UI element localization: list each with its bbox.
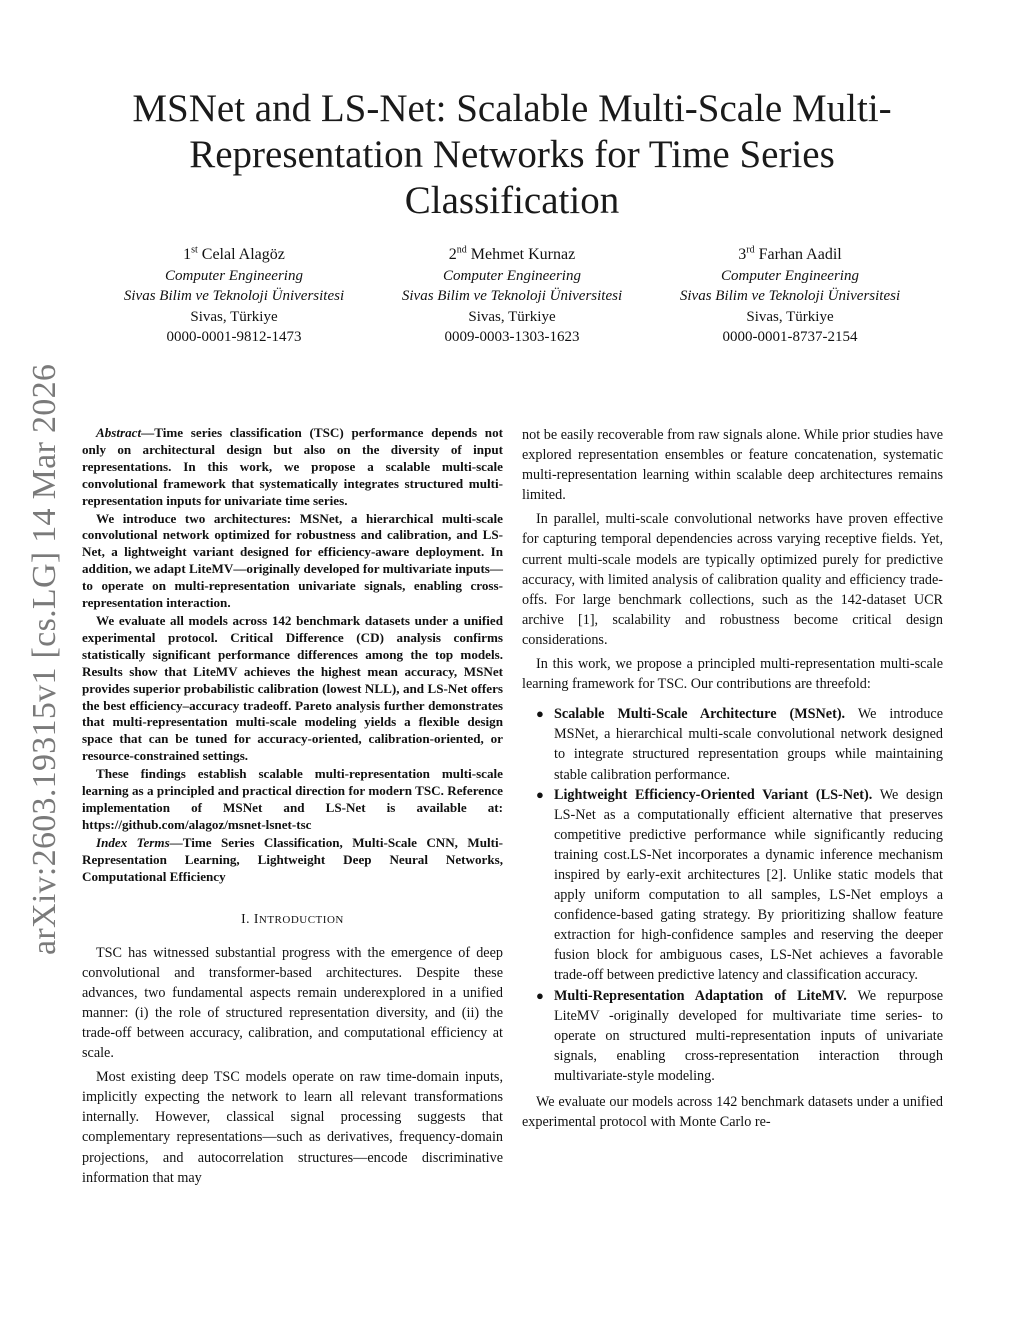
author-city: Sivas, Türkiye [190,308,278,325]
author-city: Sivas, Türkiye [746,308,834,325]
author-block [0,245,1024,355]
author-dept: Computer Engineering [721,267,859,284]
index-terms-text: —Time Series Classification, Multi-Scale CNN, Multi-Representation Learning, Lightweight Deep Neural Networks, Computational Efficiency [82,834,503,884]
author-dept: Computer Engineering [165,267,303,284]
abstract-p4: These findings establish scalable multi-representation multi-scale learning as a principled and practical direction for modern TSC. Reference implementation of MSNet and LS-Net is available at: https://github.com/alagoz/msnet-lsnet-tsc [82,766,503,832]
contribution-text: We design LS-Net as a computationally efficient alternative that preserves competitive predictive performance while significantly reducing training cost.LS-Net incorporates a dynamic inference mechanism inspired by early-exit architectures [2]. Unlike static models that apply uniform computation to all samples, LS-Net employs a confidence-based gating strategy. By prioritizing shallow feature extraction for high-confidence samples and reserving the deeper fusion block for ambiguous cases, LS-Net achieves a favorable trade-off between predictive latency and classification accuracy. [554,786,943,984]
author-2 [372,245,652,348]
author-ordinal: 3 [738,246,747,263]
bullet-icon: ● [536,786,544,802]
contribution-item [536,704,944,784]
author-1 [94,245,374,348]
author-dept: Computer Engineering [443,267,581,284]
author-city: Sivas, Türkiye [468,308,556,325]
contribution-text: We repurpose LiteMV -originally developed for multivariate time series- to operate on structured multi-representation inputs of univariate signals, enabling cross-representation interaction through multivariate-style modeling. [554,987,943,1084]
abstract-p2: We introduce two architectures: MSNet, a hierarchical multi-scale convolutional network optimized for robustness and calibration, and LS-Net, a lightweight variant designed for efficiency-aware deployment. In addition, we adapt LiteMV—originally developed for multivariate inputs—to operate on multi-representation univariate signals, enabling cross-representation interaction. [82,510,503,611]
contribution-title: Scalable Multi-Scale Architecture (MSNet). [554,706,846,723]
author-ordinal-suffix: st [191,244,198,256]
right-column [522,425,943,1132]
author-univ: Sivas Bilim ve Teknoloji Üniversitesi [123,288,345,304]
section-heading [82,909,503,930]
author-orcid: 0009-0003-1303-1623 [444,329,580,345]
bullet-icon: ● [536,987,544,1003]
intro-p2: Most existing deep TSC models operate on raw time-domain inputs, implicitly expecting the network to learn all relevant transformations internally. However, classical signal processing suggests that complementary representations—such as derivatives, frequency-domain projections, and autocorrelation structures—encode discriminative information that may [82,1069,503,1186]
abstract-p1: —Time series classification (TSC) performance depends not only on architectural design but also on the diversity of input representations. In this work, we propose a scalable multi-scale convolutional framework that systematically integrates structured multi-representation inputs for univariate time series. [82,425,503,508]
index-terms-label: Index Terms [96,834,170,850]
author-orcid: 0000-0001-9812-1473 [166,329,302,345]
contribution-item [536,785,943,986]
paper-title: MSNet and LS-Net: Scalable Multi-Scale Multi-Representation Networks for Time Series Classification [132,87,892,222]
author-ordinal: 1 [183,246,192,263]
author-name: Mehmet Kurnaz [470,246,576,263]
section-number: I. [241,911,251,927]
contribution-list [522,704,943,1086]
author-univ: Sivas Bilim ve Teknoloji Üniversitesi [679,288,901,304]
section-name-rest: NTRODUCTION [258,914,344,927]
contribution-item [536,986,943,1086]
intro-p3: In parallel, multi-scale convolutional networks have proven effective for capturing temporal dependencies across varying receptive fields. Yet, current multi-scale models are typically optimized purely for predictive accuracy, with limited analysis of calibration quality and efficiency trade-offs. For large benchmark collections, such as the 142-dataset UCR archive [1], scalability and robustness become critical design considerations. [522,511,943,648]
intro-p1: TSC has witnessed substantial progress with the emergence of deep convolutional and transformer-based architectures. Despite these advances, two fundamental aspects remain underexplored in a unified manner: (i) the role of structured representation diversity, and (ii) the trade-off between accuracy, calibration, and computational efficiency at scale. [82,944,503,1062]
abstract-label: Abstract [96,425,142,440]
author-ordinal-suffix: rd [746,244,755,256]
contribution-title: Multi-Representation Adaptation of LiteMV. [554,987,847,1004]
intro-p2-cont: not be easily recoverable from raw signals alone. While prior studies have explored representation ensembles or feature concatenation, systematic multi-representation learning within scalable deep architectures remains limited. [522,427,943,504]
intro-p5: We evaluate our models across 142 benchmark datasets under a unified experimental protocol with Monte Carlo re- [522,1094,943,1131]
contribution-title: Lightweight Efficiency-Oriented Variant (LS-Net). [554,786,873,803]
author-univ: Sivas Bilim ve Teknoloji Üniversitesi [401,288,623,304]
bullet-icon: ● [536,706,544,722]
author-ordinal-suffix: nd [456,244,467,256]
abstract [82,425,503,885]
arxiv-watermark: arXiv:2603.19315v1 [cs.LG] 14 Mar 2026 [26,363,63,955]
author-name: Celal Alagöz [201,246,285,263]
left-column [82,425,503,1188]
author-orcid: 0000-0001-8737-2154 [722,329,858,345]
abstract-p3: We evaluate all models across 142 benchmark datasets under a unified experimental protocol. Critical Difference (CD) analysis confirms statistically significant performance differences among the top models. Results show that LiteMV achieves the highest mean accuracy, MSNet provides superior probabilistic calibration (lowest NLL), and LS-Net offers the best efficiency–accuracy tradeoff. Pareto analysis further demonstrates that multi-representation multi-scale modeling yields a flexible design space that can be tuned for accuracy-oriented, calibration-oriented, or resource-constrained settings. [82,612,503,764]
intro-p4: In this work, we propose a principled multi-representation multi-scale learning framework for TSC. Our contributions are threefold: [522,656,943,693]
author-3 [650,245,930,348]
contribution-text: We introduce MSNet, a hierarchical multi-scale convolutional network designed to integrate structured representation groups while maintaining stable calibration performance. [554,706,944,783]
author-name: Farhan Aadil [758,246,842,263]
section-name-initial: I [253,911,259,927]
author-ordinal: 2 [448,246,457,263]
